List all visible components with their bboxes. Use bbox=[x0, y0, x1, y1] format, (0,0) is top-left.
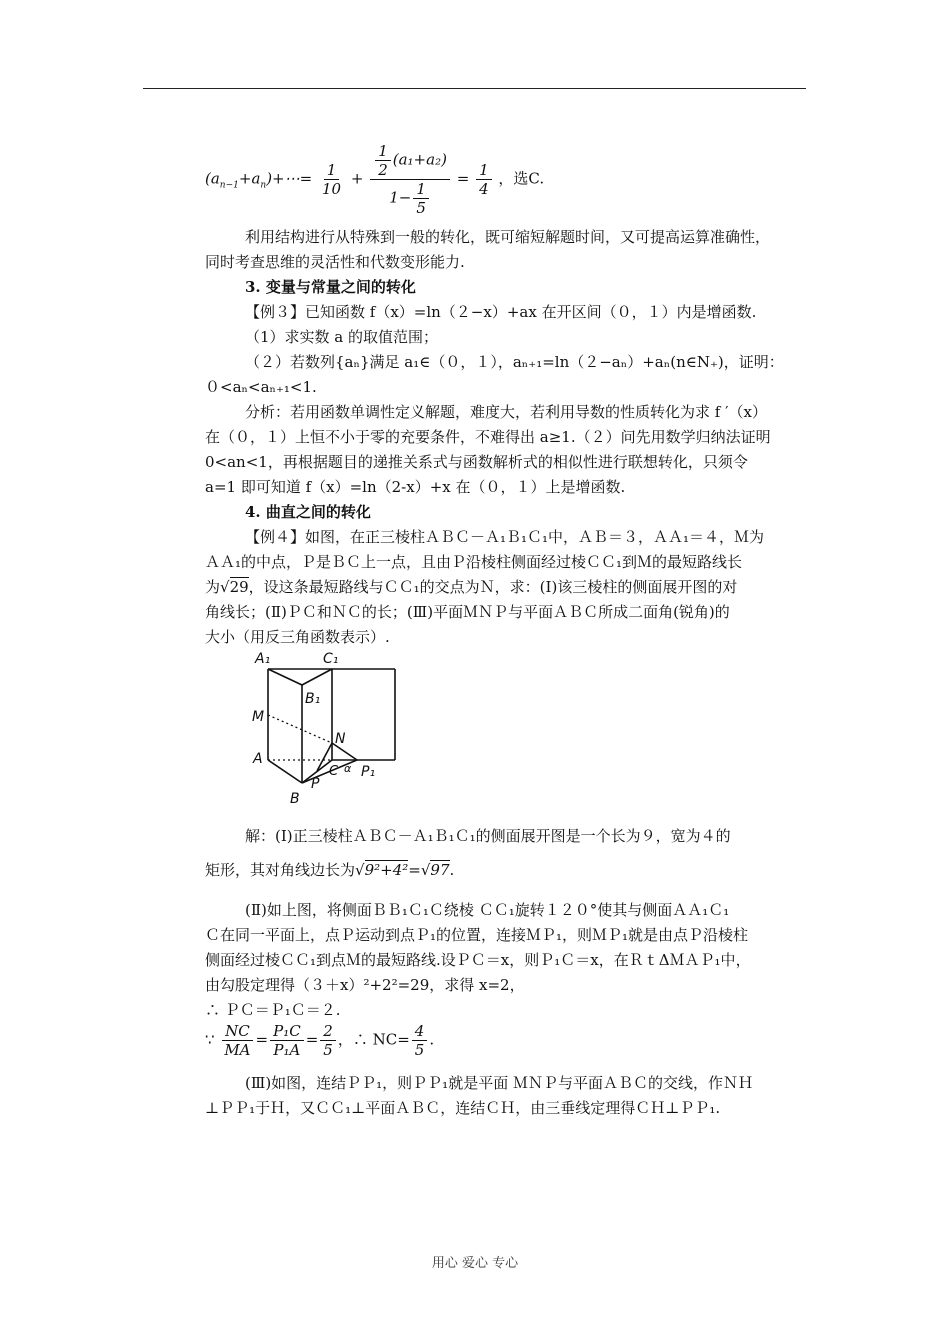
ratio-formula: ∵ $\frac{NC}{MA}$ = $\frac{\text{P₁C}}{\text{P₁A}}$ = $\frac{2}{5}$ ，∴ NC= $\frac{4}{5}$ . bbox=[205, 1022, 435, 1059]
question: ０<aₙ<aₙ₊₁<1. bbox=[205, 378, 317, 396]
plus-sign: + bbox=[350, 169, 364, 188]
example-4: ＡＡ₁的中点，Ｐ是ＢＣ上一点，且由Ｐ沿棱柱侧面经过棱ＣＣ₁到Ｍ的最短路线长 bbox=[205, 553, 743, 571]
solution: 由勾股定理得（３＋x）²+2²=29，求得 x=2， bbox=[205, 976, 525, 994]
fraction: $\frac{2}{5}$ bbox=[320, 1022, 336, 1059]
paragraph: 同时考查思维的灵活性和代数变形能力. bbox=[205, 253, 465, 271]
example-4: 角线长；(Ⅱ)ＰＣ和ＮＣ的长；(Ⅲ)平面ＭＮＰ与平面ＡＢＣ所成二面角(锐角)的 bbox=[205, 603, 730, 621]
analysis: 0<an<1，再根据题目的递推关系式与函数解析式的相似性进行联想转化，只须令 bbox=[205, 453, 748, 471]
fig-label-C: C bbox=[329, 764, 339, 779]
sqrt-expression: √29 bbox=[220, 578, 249, 596]
page-footer: 用心 爱心 专心 bbox=[431, 1256, 519, 1271]
header-rule bbox=[143, 88, 806, 89]
example-4: 【例４】如图，在正三棱柱ＡＢＣ－Ａ₁Ｂ₁Ｃ₁中，ＡＢ＝３，ＡＡ₁＝４，Ｍ为 bbox=[245, 528, 765, 546]
example-4: 大小（用反三角函数表示）. bbox=[205, 628, 390, 646]
top-formula bbox=[205, 142, 544, 217]
example-4: 为√29，设这条最短路线与ＣＣ₁的交点为Ｎ，求：(Ⅰ)该三棱柱的侧面展开图的对 bbox=[205, 578, 738, 596]
solution: (Ⅲ)如图，连结ＰＰ₁，则ＰＰ₁就是平面 ＭＮＰ与平面ＡＢＣ的交线，作ＮＨ bbox=[245, 1074, 753, 1092]
fraction: $\frac{1}{2}$ bbox=[375, 142, 391, 179]
section-heading: 4. 曲直之间的转化 bbox=[245, 503, 371, 521]
fig-label-P1: P₁ bbox=[361, 764, 376, 780]
equals-sign: = bbox=[456, 169, 470, 188]
fraction: $\frac{1}{10}$ bbox=[321, 161, 342, 198]
section-heading: 3. 变量与常量之间的转化 bbox=[245, 278, 416, 296]
fig-label-A1: A₁ bbox=[255, 651, 271, 667]
question: （２）若数列{aₙ}满足 a₁∈（０，１），aₙ₊₁=ln（２−aₙ）+aₙ(n∈N₊)，证明： bbox=[245, 353, 784, 371]
fig-label-B: B bbox=[290, 791, 300, 807]
formula-mid: +a bbox=[238, 169, 261, 188]
fig-label-P: P bbox=[311, 776, 320, 792]
analysis: 在（０，１）上恒不小于零的充要条件，不难得出 a≥1.（２）问先用数学归纳法证明 bbox=[205, 428, 771, 446]
solution: ⊥ＰＰ₁于Ｈ，又ＣＣ₁⊥平面ＡＢＣ，连结ＣＨ，由三垂线定理得ＣＨ⊥ＰＰ₁. bbox=[205, 1099, 721, 1117]
formula-left-end: )+⋯= bbox=[266, 169, 313, 188]
sqrt-expression: √9²+4² bbox=[355, 861, 409, 879]
formula-sub: n bbox=[260, 180, 267, 191]
fraction: $\frac{4}{5}$ bbox=[412, 1022, 428, 1059]
fig-label-C1: C₁ bbox=[323, 651, 339, 667]
fraction: $\frac{1}{5}$ bbox=[413, 180, 429, 217]
solution: 矩形，其对角线边长为√9²+4²=√97. bbox=[205, 861, 455, 879]
example-3: 【例３】已知函数 f（x）=ln（２−x）+ax 在开区间（０，１）内是增函数. bbox=[245, 303, 757, 321]
fig-label-M: M bbox=[252, 709, 265, 725]
solution: ∴ ＰＣ＝Ｐ₁Ｃ＝２. bbox=[205, 1001, 341, 1019]
analysis: 分析：若用函数单调性定义解题，难度大，若利用导数的性质转化为求 f ′（x） bbox=[245, 403, 767, 421]
fig-label-N: N bbox=[335, 731, 346, 747]
fig-label-B1: B₁ bbox=[305, 691, 321, 707]
fig-label-A: A bbox=[253, 751, 263, 767]
analysis: a=1 即可知道 f（x）=ln（2-x）+x 在（０，１）上是增函数. bbox=[205, 478, 626, 496]
formula-tail: ，选C. bbox=[498, 169, 545, 188]
formula-sub: n−1 bbox=[219, 180, 239, 191]
fraction: $\frac{1}{4}$ bbox=[476, 161, 492, 198]
solution: 侧面经过棱ＣＣ₁到点Ｍ的最短路线.设ＰＣ＝x，则Ｐ₁Ｃ＝x，在ＲｔΔＭＡＰ₁中， bbox=[205, 951, 751, 969]
solution: (Ⅱ)如上图，将侧面ＢＢ₁Ｃ₁Ｃ绕棱 ＣＣ₁旋转１２０°使其与侧面ＡＡ₁Ｃ₁ bbox=[245, 901, 730, 919]
paragraph: 利用结构进行从特殊到一般的转化，既可缩短解题时间，又可提高运算准确性， bbox=[245, 228, 771, 246]
prism-figure bbox=[245, 645, 410, 810]
fraction: $\frac{\text{P₁C}}{\text{P₁A}}$ bbox=[270, 1022, 304, 1059]
solution: Ｃ在同一平面上，点Ｐ运动到点Ｐ₁的位置，连接ＭＰ₁，则ＭＰ₁就是由点Ｐ沿棱柱 bbox=[205, 926, 749, 944]
solution: 解：(Ⅰ)正三棱柱ＡＢＣ－Ａ₁Ｂ₁Ｃ₁的侧面展开图是一个长为９，宽为４的 bbox=[245, 827, 731, 845]
big-fraction: $\frac{1}{2}$ (a₁+a₂) 1− $\frac{1}{5}$ bbox=[370, 142, 450, 217]
fraction: $\frac{NC}{MA}$ bbox=[221, 1022, 253, 1059]
sqrt-expression: √97 bbox=[420, 861, 450, 879]
question: （1）求实数 a 的取值范围； bbox=[245, 328, 439, 346]
fig-label-alpha: α bbox=[344, 762, 352, 775]
formula-left: (a bbox=[205, 169, 220, 188]
